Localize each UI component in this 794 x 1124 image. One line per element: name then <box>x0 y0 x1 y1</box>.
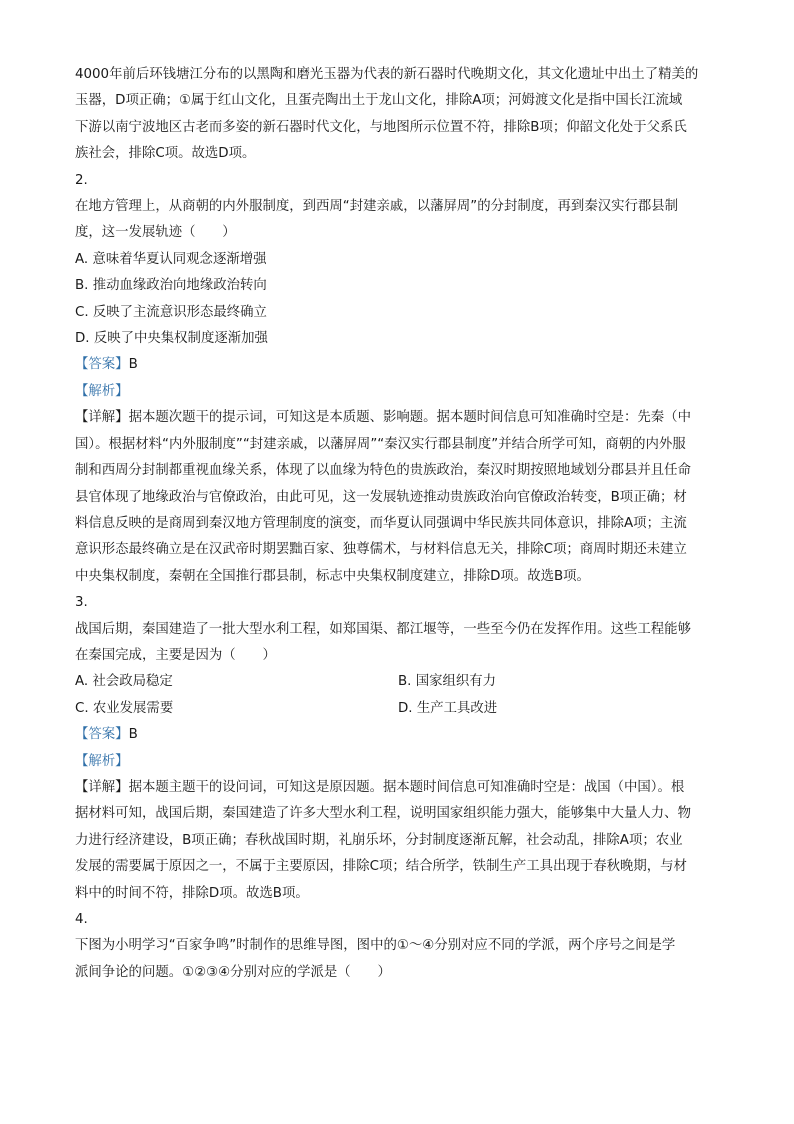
detail-line: 发展的需要属于原因之一，不属于主要原因，排除C项；结合所学，铁制生产工具出现于春秋晚期，与材 <box>75 859 687 875</box>
option-b: B. 推动血缘政治向地缘政治转向 <box>75 278 267 294</box>
options-row <box>75 696 725 722</box>
question-number: 2. <box>75 172 88 188</box>
question-number: 4. <box>75 912 88 927</box>
question-3 <box>75 590 725 907</box>
option-d: D. 反映了中央集权制度逐渐加强 <box>75 331 268 347</box>
answer-value: B <box>128 727 138 743</box>
question-4 <box>75 907 725 986</box>
answer-line <box>75 352 725 378</box>
analysis-line <box>75 749 725 775</box>
intro-paragraph <box>75 62 725 168</box>
question-stem-line: 战国后期，秦国建造了一批大型水利工程，如郑国渠、都江堰等，一些至今仍在发挥作用。这些工程能够 <box>75 621 691 637</box>
intro-line: 4000年前后环钱塘江分布的以黑陶和磨光玉器为代表的新石器时代晚期文化，其文化遗址中出土了精美的 <box>75 67 699 82</box>
options-row <box>75 669 725 695</box>
option-a: A. 意味着华夏认同观念逐渐增强 <box>75 251 267 267</box>
question-stem-line: 在秦国完成，主要是因为（ ） <box>75 647 276 663</box>
option-c: C. 反映了主流意识形态最终确立 <box>75 304 267 320</box>
detail-line: 料中的时间不符，排除D项。故选B项。 <box>75 885 309 901</box>
analysis-tag: 【解析】 <box>75 383 129 399</box>
detail-line: 意识形态最终确立是在汉武帝时期罢黜百家、独尊儒术，与材料信息无关，排除C项；商周时期还未建立 <box>75 542 687 558</box>
detail-text: 据本题主题干的设问词，可知这是原因题。据本题时间信息可知准确时空是：战国（中国）。根 <box>128 779 685 795</box>
detail-line: 据材料可知，战国后期，秦国建造了许多大型水利工程，说明国家组织能力强大，能够集中大量人力、物 <box>75 806 691 822</box>
option-d: D. 生产工具改进 <box>398 700 498 716</box>
document-page <box>75 62 725 986</box>
detail-text: 据本题次题干的提示词，可知这是本质题、影响题。据本题时间信息可知准确时空是：先秦（中 <box>128 410 691 426</box>
detail-line: 县官体现了地缘政治与官僚政治，由此可见，这一发展轨迹推动贵族政治向官僚政治转变，B项正确；材 <box>75 489 687 505</box>
detail-line: 料信息反映的是商周到秦汉地方管理制度的演变，而华夏认同强调中华民族共同体意识，排除A项；主流 <box>75 515 687 531</box>
intro-line: 玉器，D项正确；①属于红山文化，且蛋壳陶出土于龙山文化，排除A项；河姆渡文化是指中国长江流域 <box>75 93 683 109</box>
analysis-tag: 【解析】 <box>75 753 129 769</box>
question-2 <box>75 168 725 591</box>
question-stem-line: 在地方管理上，从商朝的内外服制度，到西周“封建亲戚，以藩屏周”的分封制度，再到秦汉实行郡县制 <box>75 199 679 215</box>
intro-line: 下游以南宁波地区古老而多姿的新石器时代文化，与地图所示位置不符，排除B项；仰韶文化处于父系氏 <box>75 119 687 135</box>
question-stem-line: 度，这一发展轨迹（ ） <box>75 225 236 241</box>
question-stem-line: 下图为小明学习“百家争鸣”时制作的思维导图，图中的①～④分别对应不同的学派，两个序号之间是学 <box>75 938 676 954</box>
option-c: C. 农业发展需要 <box>75 700 174 716</box>
answer-value: B <box>128 357 138 373</box>
answer-line <box>75 722 725 748</box>
intro-line: 族社会，排除C项。故选D项。 <box>75 146 256 162</box>
answer-tag: 【答案】 <box>75 727 129 743</box>
detail-line: 制和西周分封制都重视血缘关系，体现了以血缘为特色的贵族政治，秦汉时期按照地域划分郡县并且任命 <box>75 463 691 479</box>
detail-line <box>75 405 725 431</box>
detail-line <box>75 775 725 801</box>
detail-line: 力进行经济建设，B项正确；春秋战国时期，礼崩乐坏，分封制度逐渐瓦解，社会动乱，排除A项；农业 <box>75 832 683 848</box>
option-a: A. 社会政局稳定 <box>75 674 173 690</box>
detail-tag: 【详解】 <box>75 779 129 795</box>
answer-tag: 【答案】 <box>75 357 129 373</box>
detail-line: 中央集权制度，秦朝在全国推行郡县制，标志中央集权制度建立，排除D项。故选B项。 <box>75 568 590 584</box>
analysis-line <box>75 379 725 405</box>
detail-line: 国）。根据材料“内外服制度”“封建亲戚，以藩屏周”“秦汉实行郡县制度”并结合所学可知，商朝的内外服 <box>75 436 686 452</box>
question-stem-line: 派间争论的问题。①②③④分别对应的学派是（ ） <box>75 964 391 980</box>
detail-tag: 【详解】 <box>75 410 129 426</box>
option-b: B. 国家组织有力 <box>398 674 497 690</box>
question-number: 3. <box>75 595 88 611</box>
